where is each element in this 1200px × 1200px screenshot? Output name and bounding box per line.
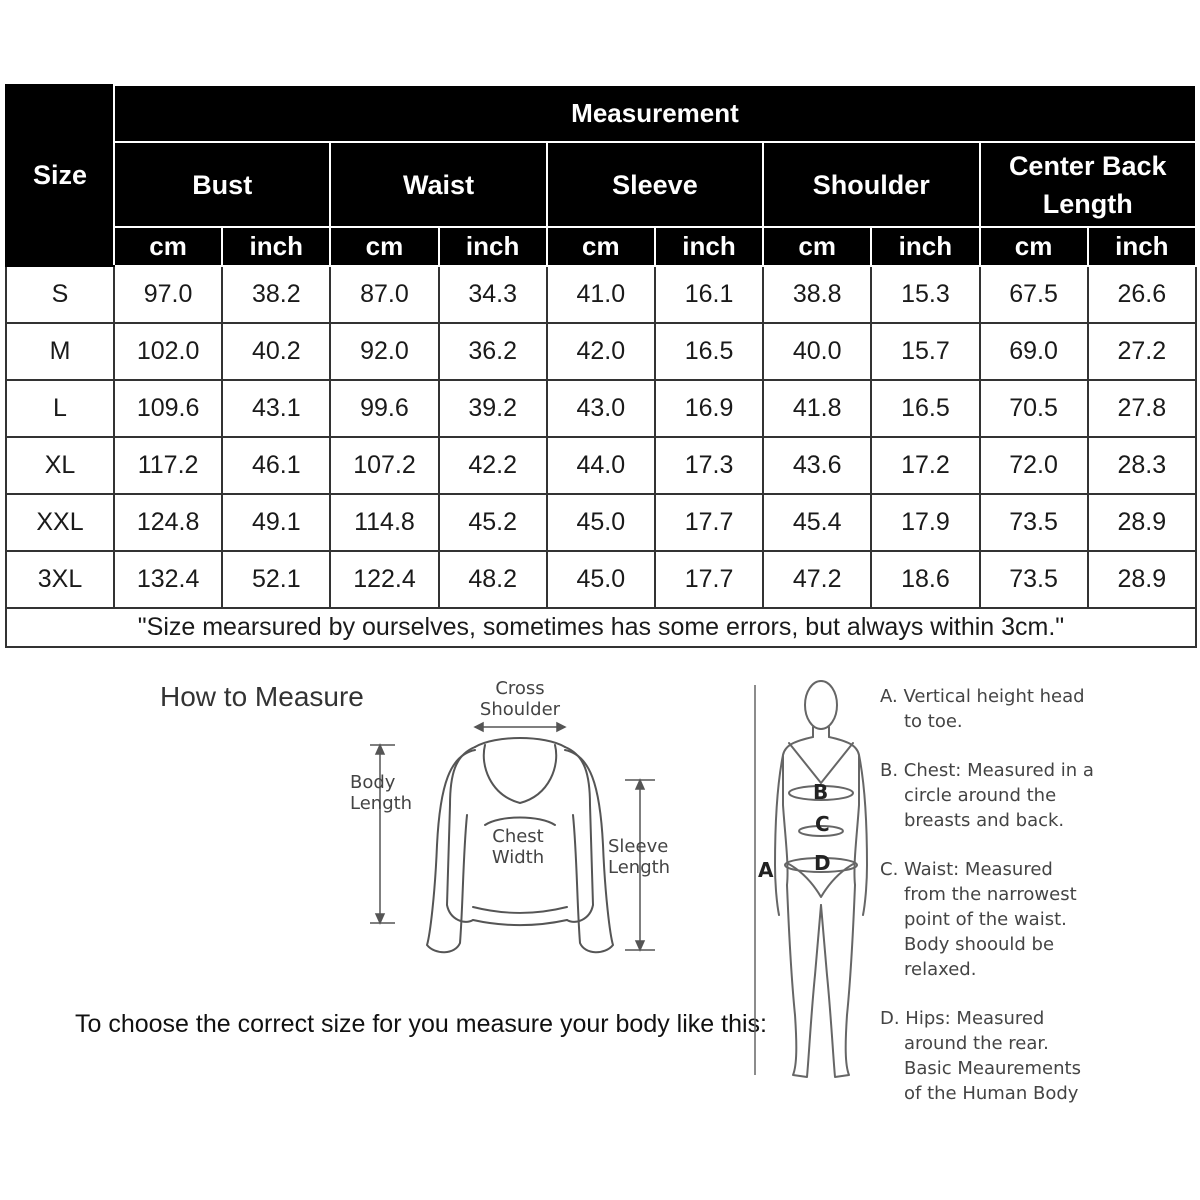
value-cell: 117.2	[114, 437, 222, 494]
body-length-label: Body Length	[350, 772, 413, 814]
value-cell: 17.7	[655, 494, 763, 551]
body-marker-b: B	[813, 780, 829, 804]
value-cell: 132.4	[114, 551, 222, 608]
value-cell: 41.0	[547, 266, 655, 323]
value-cell: 16.9	[655, 380, 763, 437]
body-marker-c: C	[815, 812, 830, 836]
value-cell: 34.3	[439, 266, 547, 323]
unit-header: inch	[655, 227, 763, 266]
value-cell: 92.0	[330, 323, 438, 380]
size-cell: S	[6, 266, 114, 323]
value-cell: 27.8	[1088, 380, 1196, 437]
body-marker-d: D	[814, 851, 831, 875]
value-cell: 67.5	[980, 266, 1088, 323]
table-row	[6, 266, 1196, 323]
value-cell: 73.5	[980, 494, 1088, 551]
table-row	[6, 494, 1196, 551]
value-cell: 45.4	[763, 494, 871, 551]
choose-size-instruction: To choose the correct size for you measure your body like this:	[75, 1010, 767, 1038]
measurement-definitions	[880, 684, 1180, 1130]
value-cell: 40.2	[222, 323, 330, 380]
table-row	[6, 323, 1196, 380]
category-header: Bust	[114, 142, 330, 227]
definition-item	[880, 857, 1180, 982]
category-header: Waist	[330, 142, 546, 227]
unit-header: inch	[1088, 227, 1196, 266]
value-cell: 28.3	[1088, 437, 1196, 494]
category-header: Center Back Length	[980, 142, 1196, 227]
value-cell: 70.5	[980, 380, 1088, 437]
value-cell: 72.0	[980, 437, 1088, 494]
definition-rest: around the rear. Basic Meaurements of the Human Body	[904, 1033, 1081, 1104]
value-cell: 17.3	[655, 437, 763, 494]
value-cell: 69.0	[980, 323, 1088, 380]
size-chart-table	[5, 84, 1197, 648]
value-cell: 36.2	[439, 323, 547, 380]
value-cell: 107.2	[330, 437, 438, 494]
definition-rest: circle around the breasts and back.	[904, 785, 1065, 831]
chest-width-label: Chest Width	[491, 826, 545, 868]
unit-header: cm	[330, 227, 438, 266]
value-cell: 87.0	[330, 266, 438, 323]
definition-first-line: B. Chest: Measured in a	[880, 760, 1094, 781]
definition-item	[880, 684, 1180, 734]
size-column-header: Size	[6, 85, 114, 266]
size-cell: L	[6, 380, 114, 437]
value-cell: 17.7	[655, 551, 763, 608]
unit-header: inch	[222, 227, 330, 266]
definition-first-line: A. Vertical height head	[880, 686, 1085, 707]
value-cell: 43.0	[547, 380, 655, 437]
value-cell: 16.5	[655, 323, 763, 380]
measurement-header: Measurement	[114, 85, 1196, 142]
value-cell: 17.9	[871, 494, 979, 551]
value-cell: 97.0	[114, 266, 222, 323]
value-cell: 49.1	[222, 494, 330, 551]
unit-header: inch	[439, 227, 547, 266]
value-cell: 15.3	[871, 266, 979, 323]
body-figure-icon	[745, 675, 875, 1090]
value-cell: 26.6	[1088, 266, 1196, 323]
value-cell: 28.9	[1088, 551, 1196, 608]
value-cell: 39.2	[439, 380, 547, 437]
value-cell: 45.0	[547, 494, 655, 551]
unit-header: inch	[871, 227, 979, 266]
size-cell: XL	[6, 437, 114, 494]
unit-header: cm	[980, 227, 1088, 266]
size-note: "Size mearsured by ourselves, sometimes has some errors, but always within 3cm."	[6, 608, 1196, 647]
value-cell: 44.0	[547, 437, 655, 494]
size-cell: 3XL	[6, 551, 114, 608]
value-cell: 27.2	[1088, 323, 1196, 380]
definition-item	[880, 1006, 1180, 1106]
definition-rest: from the narrowest point of the waist. Body shoould be relaxed.	[904, 884, 1077, 980]
sleeve-length-label: Sleeve Length	[608, 836, 671, 878]
unit-header: cm	[114, 227, 222, 266]
value-cell: 38.2	[222, 266, 330, 323]
value-cell: 122.4	[330, 551, 438, 608]
unit-header: cm	[547, 227, 655, 266]
definition-rest: to toe.	[904, 711, 963, 732]
value-cell: 42.0	[547, 323, 655, 380]
value-cell: 43.1	[222, 380, 330, 437]
value-cell: 52.1	[222, 551, 330, 608]
value-cell: 41.8	[763, 380, 871, 437]
value-cell: 40.0	[763, 323, 871, 380]
unit-header: cm	[763, 227, 871, 266]
value-cell: 38.8	[763, 266, 871, 323]
value-cell: 124.8	[114, 494, 222, 551]
value-cell: 114.8	[330, 494, 438, 551]
value-cell: 48.2	[439, 551, 547, 608]
size-cell: XXL	[6, 494, 114, 551]
body-marker-a: A	[758, 858, 774, 882]
definition-first-line: D. Hips: Measured	[880, 1008, 1045, 1029]
value-cell: 109.6	[114, 380, 222, 437]
value-cell: 102.0	[114, 323, 222, 380]
category-header: Sleeve	[547, 142, 763, 227]
value-cell: 73.5	[980, 551, 1088, 608]
value-cell: 16.5	[871, 380, 979, 437]
value-cell: 46.1	[222, 437, 330, 494]
cross-shoulder-label: Cross Shoulder	[479, 678, 561, 720]
value-cell: 43.6	[763, 437, 871, 494]
value-cell: 45.0	[547, 551, 655, 608]
table-row	[6, 551, 1196, 608]
value-cell: 16.1	[655, 266, 763, 323]
category-header: Shoulder	[763, 142, 979, 227]
definition-item	[880, 758, 1180, 833]
value-cell: 28.9	[1088, 494, 1196, 551]
value-cell: 99.6	[330, 380, 438, 437]
value-cell: 17.2	[871, 437, 979, 494]
table-row	[6, 437, 1196, 494]
note-row	[6, 608, 1196, 647]
value-cell: 15.7	[871, 323, 979, 380]
size-cell: M	[6, 323, 114, 380]
value-cell: 47.2	[763, 551, 871, 608]
value-cell: 42.2	[439, 437, 547, 494]
value-cell: 45.2	[439, 494, 547, 551]
how-to-measure-title: How to Measure	[160, 681, 364, 712]
definition-first-line: C. Waist: Measured	[880, 859, 1053, 880]
table-row	[6, 380, 1196, 437]
value-cell: 18.6	[871, 551, 979, 608]
